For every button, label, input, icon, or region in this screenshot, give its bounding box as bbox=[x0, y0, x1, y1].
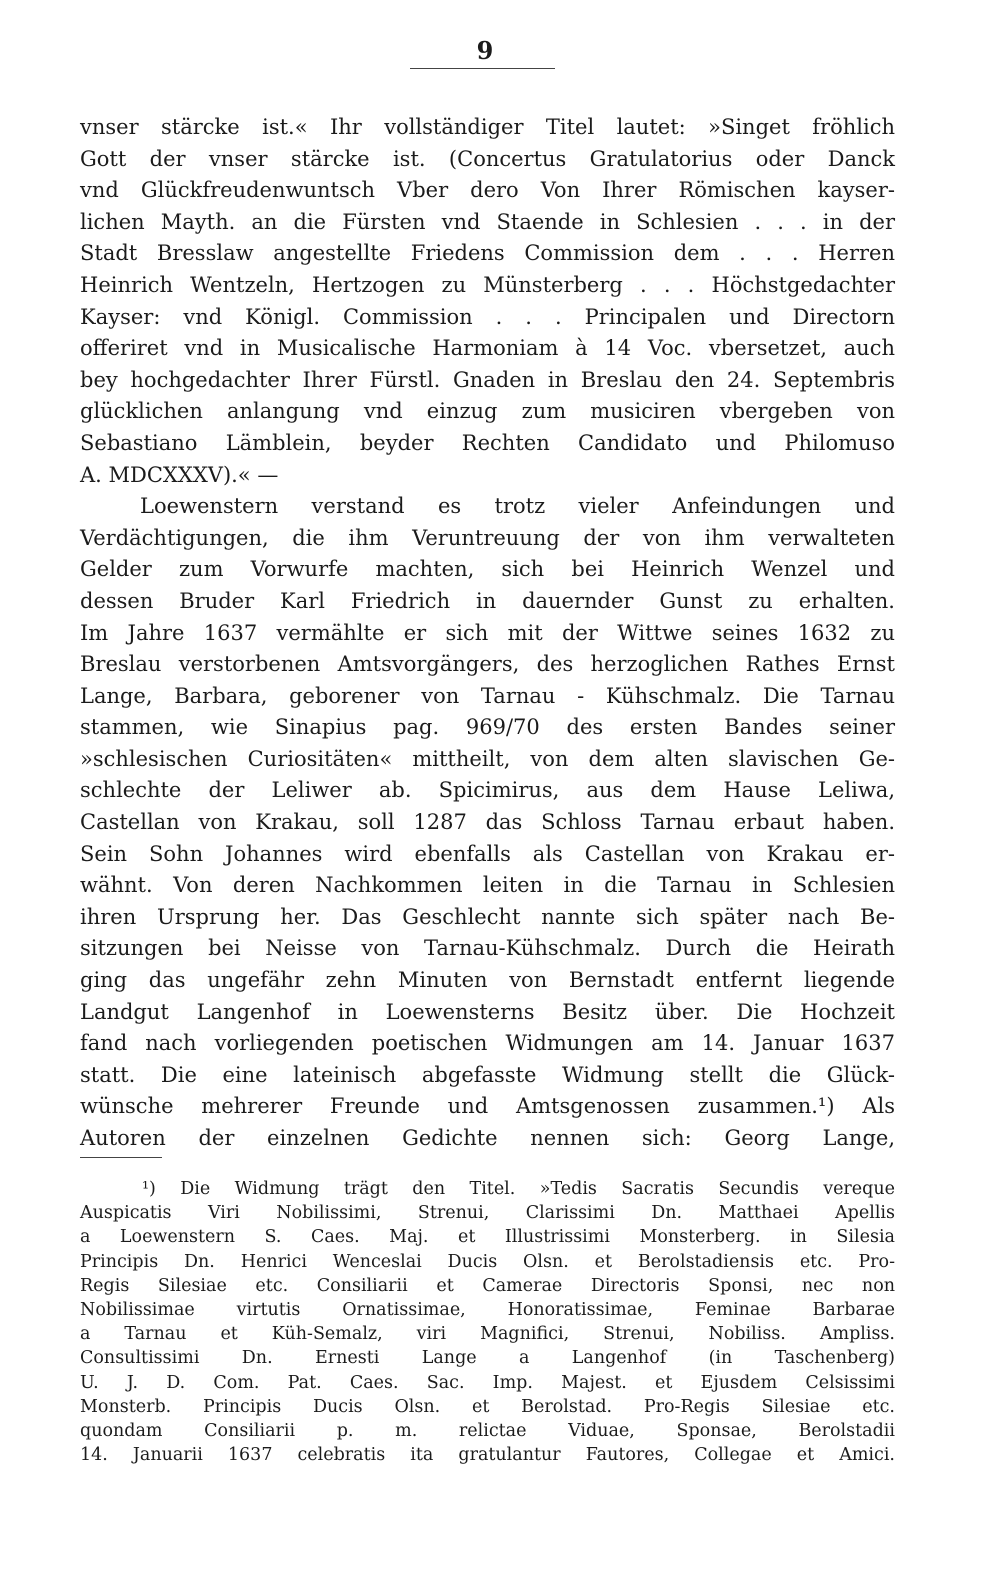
text-line: Verdächtigungen, die ihm Veruntreuung der von ihm verwalteten bbox=[80, 525, 895, 550]
text-line: wünsche mehrerer Freunde und Amtsgenossen zusammen.¹) Als bbox=[80, 1094, 895, 1119]
footnote-line: ¹) Die Widmung trägt den Titel. »Tedis Sacratis Secundis vereque bbox=[142, 1179, 895, 1199]
text-line: fand nach vorliegenden poetischen Widmungen am 14. Januar 1637 bbox=[80, 1031, 895, 1056]
text-line: Loewenstern verstand es trotz vieler Anfeindungen und bbox=[140, 494, 895, 519]
text-line: schlechte der Leliwer ab. Spicimirus, aus dem Hause Leliwa, bbox=[80, 778, 895, 803]
footnote-line: a Loewenstern S. Caes. Maj. et Illustrissimi Monsterberg. in Silesia bbox=[80, 1227, 895, 1248]
text-line: ging das ungefähr zehn Minuten von Bernstadt entfernt liegende bbox=[80, 968, 895, 993]
page-number: 9 bbox=[476, 36, 494, 65]
footnote-line: Regis Silesiae etc. Consiliarii et Camerae Directoris Sponsi, nec non bbox=[80, 1275, 895, 1296]
footnote-line: Monsterb. Principis Ducis Olsn. et Berolstad. Pro-Regis Silesiae etc. bbox=[80, 1396, 895, 1417]
text-line: Landgut Langenhof in Loewensterns Besitz über. Die Hochzeit bbox=[80, 999, 895, 1024]
text-line: Im Jahre 1637 vermählte er sich mit der Wittwe seines 1632 zu bbox=[80, 620, 895, 645]
footnote-line: U. J. D. Com. Pat. Caes. Sac. Imp. Majest. et Ejusdem Celsissimi bbox=[80, 1372, 895, 1393]
body-text bbox=[80, 112, 895, 1155]
text-line: vnser stärcke ist.« Ihr vollständiger Titel lautet: »Singet fröhlich bbox=[80, 115, 895, 139]
footnote bbox=[80, 1177, 895, 1467]
text-line: »schlesischen Curiositäten« mittheilt, von dem alten slavischen Ge- bbox=[80, 746, 895, 771]
text-line: glücklichen anlangung vnd einzug zum musiciren vbergeben von bbox=[80, 399, 895, 424]
text-line: Sebastiano Lämblein, beyder Rechten Candidato und Philomuso bbox=[80, 430, 895, 455]
footnote-line: a Tarnau et Küh-Semalz, viri Magnifici, Strenui, Nobiliss. Ampliss. bbox=[80, 1324, 895, 1345]
footnote-line: 14. Januarii 1637 celebratis ita gratulantur Fautores, Collegae et Amici. bbox=[80, 1445, 895, 1466]
text-line: statt. Die eine lateinisch abgefasste Widmung stellt die Glück- bbox=[80, 1062, 895, 1087]
text-line: Heinrich Wentzeln, Hertzogen zu Münsterberg . . . Höchstgedachter bbox=[80, 272, 895, 297]
text-line: stammen, wie Sinapius pag. 969/70 des ersten Bandes seiner bbox=[80, 715, 895, 740]
footnote-line: Consultissimi Dn. Ernesti Lange a Langenhof (in Taschenberg) bbox=[80, 1348, 895, 1369]
text-line: bey hochgedachter Ihrer Fürstl. Gnaden in Breslau den 24. Septembris bbox=[80, 367, 895, 392]
text-line: Autoren der einzelnen Gedichte nennen sich: Georg Lange, bbox=[80, 1126, 895, 1150]
text-line: Kayser: vnd Königl. Commission . . . Principalen und Directorn bbox=[80, 304, 895, 329]
footnote-line: Nobilissimae virtutis Ornatissimae, Honoratissimae, Feminae Barbarae bbox=[80, 1300, 895, 1321]
footnote-line: quondam Consiliarii p. m. relictae Viduae, Sponsae, Berolstadii bbox=[80, 1421, 895, 1442]
text-line: wähnt. Von deren Nachkommen leiten in die Tarnau in Schlesien bbox=[80, 873, 895, 898]
text-line: Breslau verstorbenen Amtsvorgängers, des herzoglichen Rathes Ernst bbox=[80, 652, 895, 677]
text-line: Gelder zum Vorwurfe machten, sich bei Heinrich Wenzel und bbox=[80, 557, 895, 582]
text-line: Stadt Bresslaw angestellte Friedens Commission dem . . . Herren bbox=[80, 241, 895, 266]
footnote-rule bbox=[80, 1157, 162, 1158]
text-line: offeriret vnd in Musicalische Harmoniam à 14 Voc. vbersetzet, auch bbox=[80, 336, 895, 361]
text-line: dessen Bruder Karl Friedrich in dauernder Gunst zu erhalten. bbox=[80, 588, 895, 613]
footnote-line: Principis Dn. Henrici Wenceslai Ducis Olsn. et Berolstadiensis etc. Pro- bbox=[80, 1251, 895, 1272]
text-line: vnd Glückfreudenwuntsch Vber dero Von Ihrer Römischen kayser- bbox=[80, 178, 895, 203]
text-line: Lange, Barbara, geborener von Tarnau - Kühschmalz. Die Tarnau bbox=[80, 683, 895, 708]
text-line: A. MDCXXXV).« — bbox=[80, 462, 279, 487]
text-line: Sein Sohn Johannes wird ebenfalls als Castellan von Krakau er- bbox=[80, 841, 895, 866]
text-line: sitzungen bei Neisse von Tarnau-Kühschmalz. Durch die Heirath bbox=[80, 936, 895, 961]
text-line: lichen Mayth. an die Fürsten vnd Staende in Schlesien . . . in der bbox=[80, 209, 895, 234]
page-number-rule bbox=[410, 68, 555, 69]
text-line: Castellan von Krakau, soll 1287 das Schloss Tarnau erbaut haben. bbox=[80, 810, 895, 835]
text-line: Gott der vnser stärcke ist. (Concertus Gratulatorius oder Danck bbox=[80, 146, 895, 171]
footnote-line: Auspicatis Viri Nobilissimi, Strenui, Clarissimi Dn. Matthaei Apellis bbox=[80, 1203, 895, 1224]
text-line: ihren Ursprung her. Das Geschlecht nannte sich später nach Be- bbox=[80, 904, 895, 929]
